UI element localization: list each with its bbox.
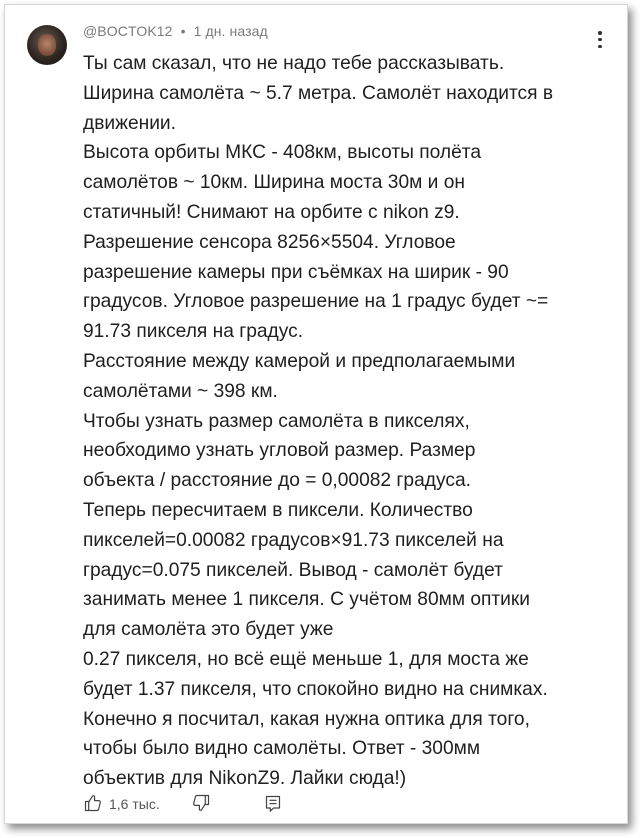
comment-line: Чтобы узнать размер самолёта в пикселях,: [83, 410, 470, 432]
comment-line: Теперь пересчитаем в пиксели. Количество: [83, 499, 473, 521]
reply-icon[interactable]: [263, 794, 283, 814]
author-name[interactable]: @BOCTOK12: [83, 23, 173, 39]
comment-line: самолётов ~ 10км. Ширина моста 30м и он: [83, 172, 465, 194]
comment-card: [4, 4, 628, 824]
comment-line: самолётами ~ 398 км.: [83, 380, 278, 402]
comment-text: [83, 49, 603, 794]
comment-line: объектив для NikonZ9. Лайки сюда!): [83, 768, 407, 790]
comment-line: Расстояние между камерой и предполагаемыми: [83, 350, 516, 372]
more-vert-icon[interactable]: [597, 31, 603, 51]
comment-line: для самолёта это будет уже: [83, 619, 334, 641]
avatar-face: [38, 34, 56, 56]
comment-line: 91.73 пикселя на градус.: [83, 321, 304, 343]
comment-line: градусов. Угловое разрешение на 1 градус будет ~=: [83, 291, 549, 313]
comment-line: пикселей=0.00082 градусов×91.73 пикселей на: [83, 529, 504, 551]
comment-line: чтобы было видно самолёты. Ответ - 300мм: [83, 738, 481, 760]
comment-line: разрешение камеры при съёмках на ширик - 90: [83, 261, 509, 283]
comment-time[interactable]: 1 дн. назад: [193, 23, 268, 39]
comment-line: будет 1.37 пикселя, что спокойно видно на снимках.: [83, 678, 548, 700]
thumbs-up-icon[interactable]: [83, 793, 103, 813]
header-separator: •: [180, 23, 186, 39]
comment-header: [83, 23, 268, 39]
thumbs-down-icon[interactable]: [191, 793, 211, 813]
comment-line: движении.: [83, 112, 176, 134]
comment-line: необходимо узнать угловой размер. Размер: [83, 440, 476, 462]
comment-line: Ты сам сказал, что не надо тебе рассказывать.: [83, 53, 505, 74]
comment-line: Высота орбиты МКС - 408км, высоты полёта: [83, 142, 481, 164]
comment-line: объекта / расстояние до = 0,00082 градуса.: [83, 470, 471, 492]
comment-line: Конечно я посчитал, какая нужна оптика для того,: [83, 708, 530, 730]
comment-line: занимать менее 1 пикселя. С учётом 80мм оптики: [83, 589, 531, 611]
avatar[interactable]: [27, 25, 67, 65]
comment-line: 0.27 пикселя, но всё ещё меньше 1, для моста же: [83, 648, 529, 670]
comment-line: градус=0.075 пикселей. Вывод - самолёт будет: [83, 559, 503, 581]
comment-line: Ширина самолёта ~ 5.7 метра. Самолёт находится в: [83, 82, 554, 104]
comment-line: статичный! Снимают на орбите с nikon z9.: [83, 201, 460, 223]
comment-line: Разрешение сенсора 8256×5504. Угловое: [83, 231, 456, 253]
like-count: 1,6 тыс.: [109, 796, 160, 812]
